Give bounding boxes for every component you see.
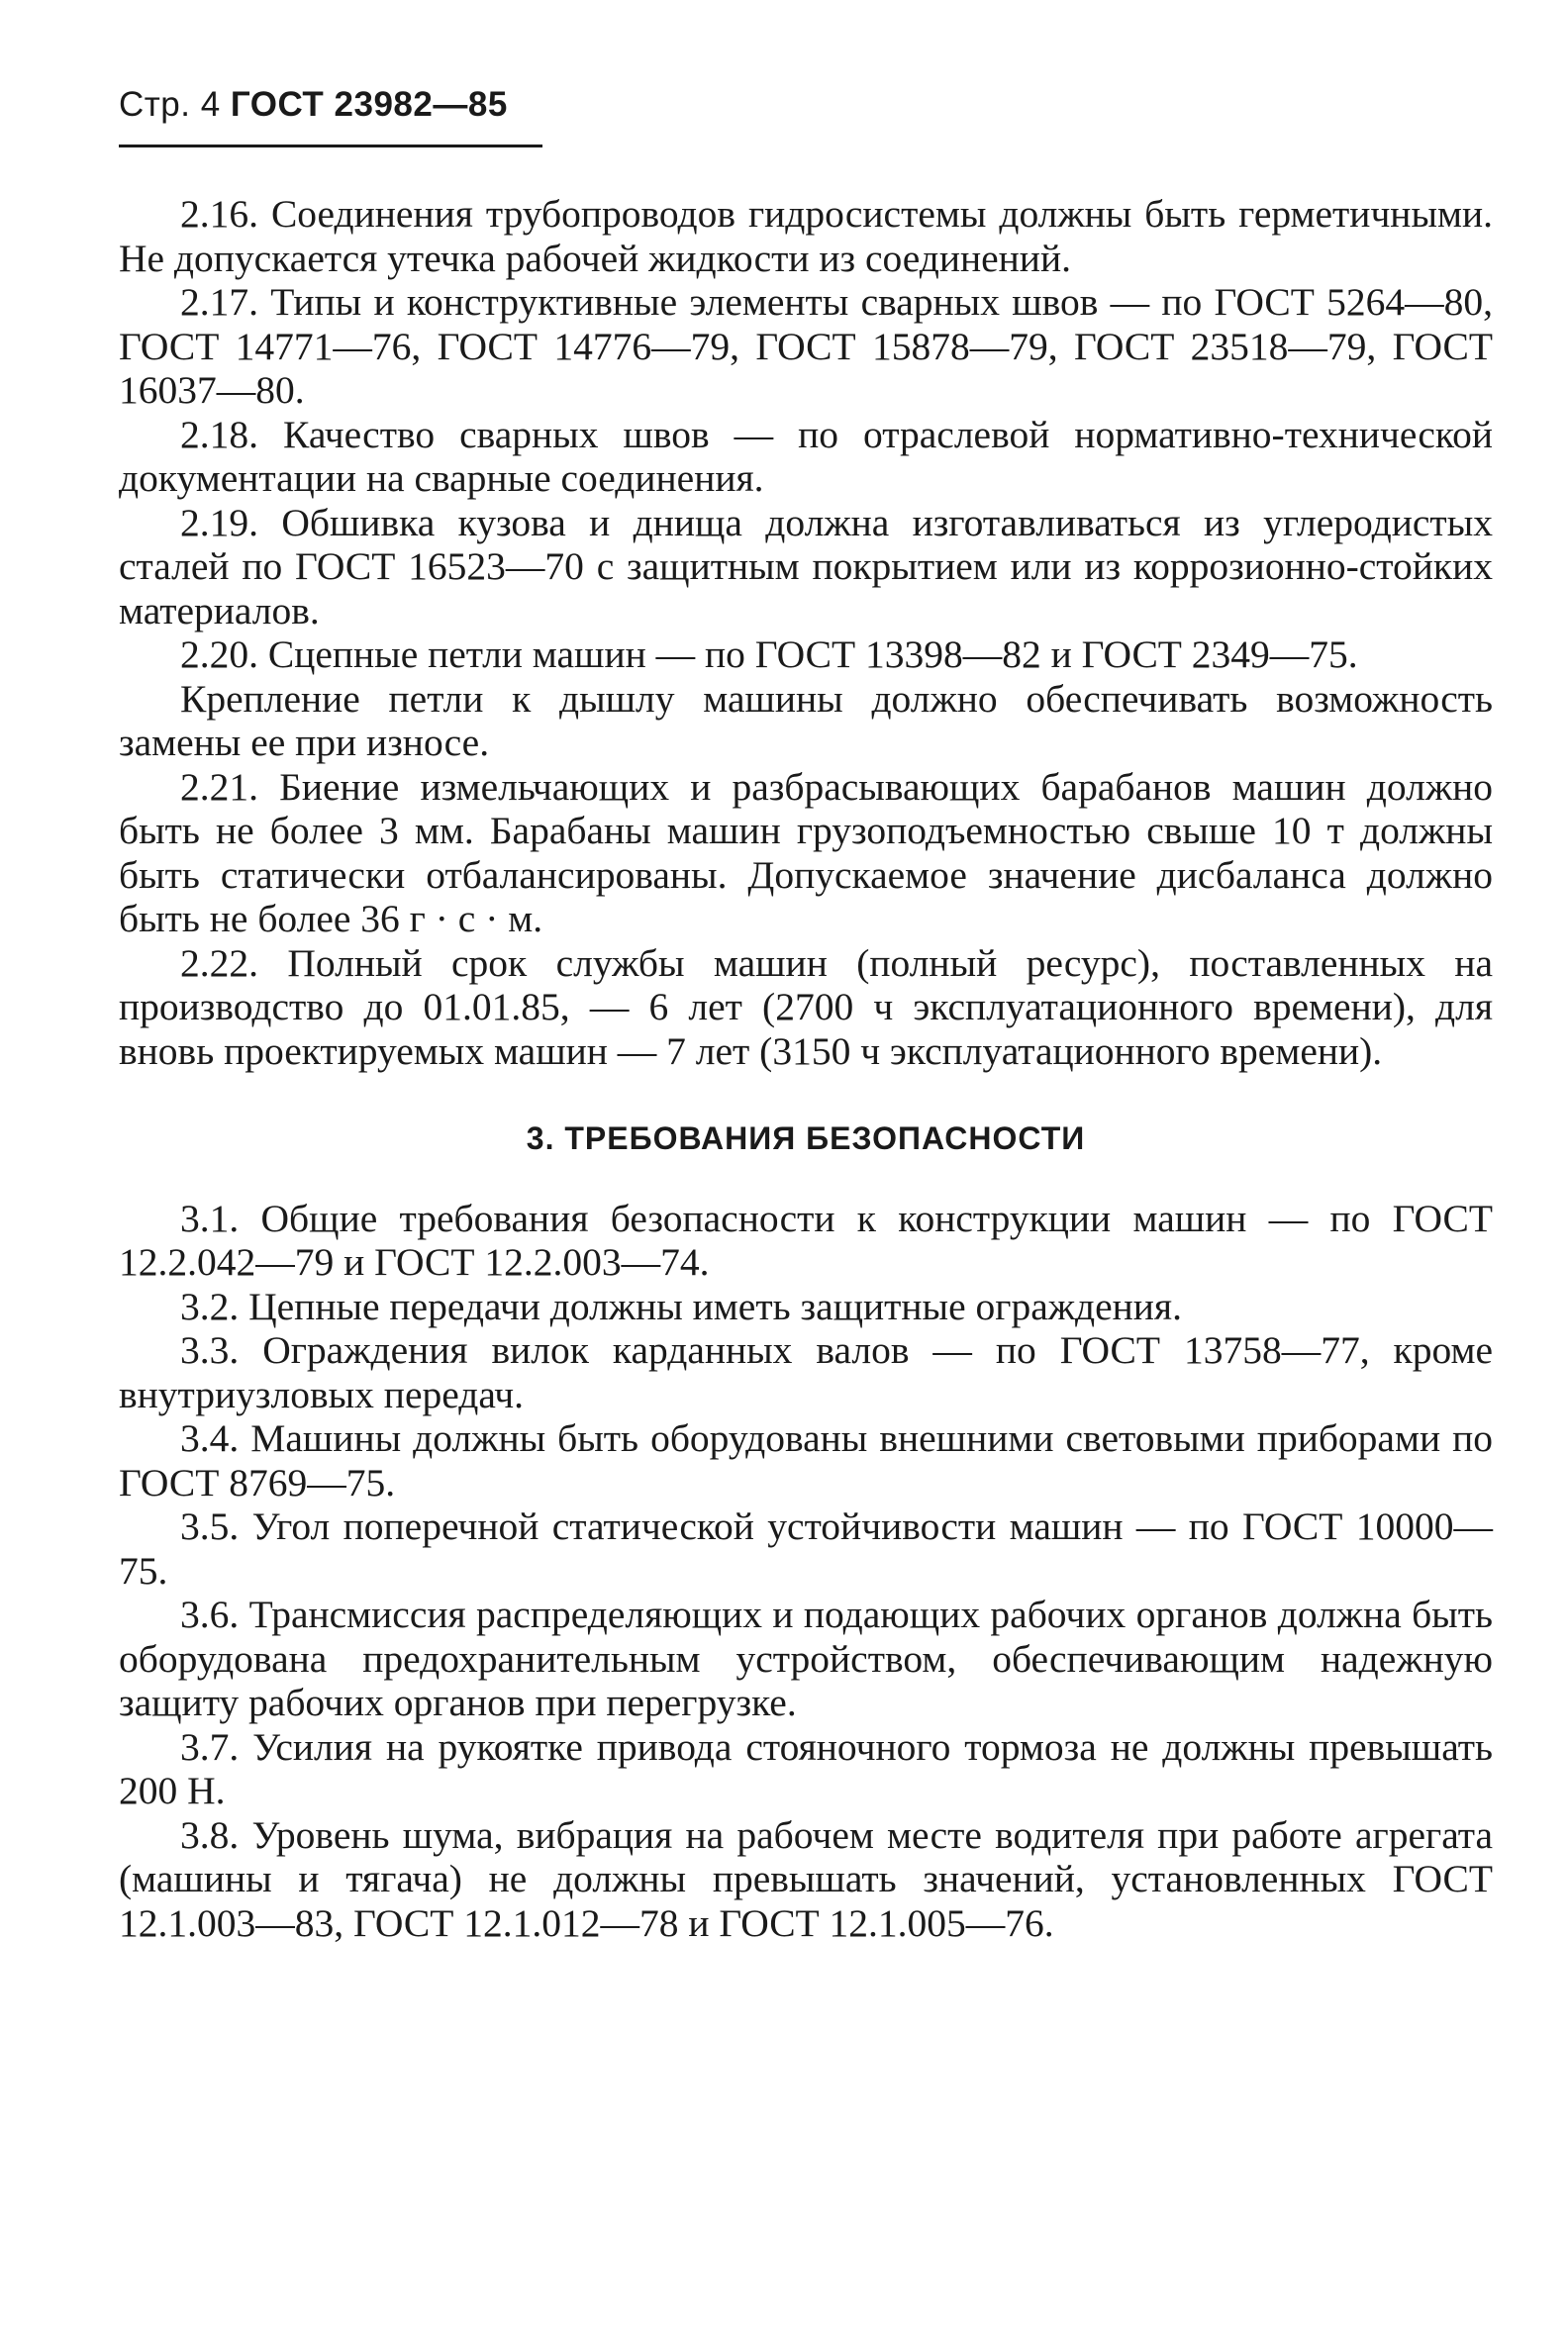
paragraph-3-4: 3.4. Машины должны быть оборудованы внешними световыми приборами по ГОСТ 8769—75. bbox=[119, 1416, 1493, 1504]
page-number-label: Стр. 4 bbox=[119, 85, 221, 124]
paragraph-2-18: 2.18. Качество сварных швов — по отраслевой нормативно-технической документации на сварные соединения. bbox=[119, 412, 1493, 500]
paragraph-2-20-continuation: Крепление петли к дышлу машины должно обеспечивать возможность замены ее при износе. bbox=[119, 676, 1493, 764]
paragraph-3-7: 3.7. Усилия на рукоятке привода стояночного тормоза не должны превышать 200 Н. bbox=[119, 1724, 1493, 1812]
standard-number: ГОСТ 23982—85 bbox=[230, 85, 508, 124]
paragraph-2-21: 2.21. Биение измельчающих и разбрасывающих барабанов машин должно быть не более 3 мм. Барабаны машин грузоподъемностью свыше 10 т должны быть статически отбалансированы. Допускаемое значение дисбаланса должно быть не более 36 г · с · м. bbox=[119, 764, 1493, 940]
paragraph-2-22: 2.22. Полный срок службы машин (полный ресурс), поставленных на производство до 01.01.85, — 6 лет (2700 ч эксплуатационного времени), для вновь проектируемых машин — 7 лет (3150 ч эксплуатационного времени). bbox=[119, 940, 1493, 1073]
body-text bbox=[119, 192, 1493, 1945]
paragraph-3-3: 3.3. Ограждения вилок карданных валов — по ГОСТ 13758—77, кроме внутриузловых передач. bbox=[119, 1328, 1493, 1416]
paragraph-3-1: 3.1. Общие требования безопасности к конструкции машин — по ГОСТ 12.2.042—79 и ГОСТ 12.2.003—74. bbox=[119, 1196, 1493, 1284]
paragraph-2-19: 2.19. Обшивка кузова и днища должна изготавливаться из углеродистых сталей по ГОСТ 16523—70 с защитным покрытием или из коррозионно-стойких материалов. bbox=[119, 500, 1493, 632]
paragraph-2-16: 2.16. Соединения трубопроводов гидросистемы должны быть герметичными. Не допускается утечка рабочей жидкости из соединений. bbox=[119, 192, 1493, 280]
page-header bbox=[119, 85, 508, 125]
section-title: 3. ТРЕБОВАНИЯ БЕЗОПАСНОСТИ bbox=[526, 1120, 1086, 1156]
paragraph-3-8: 3.8. Уровень шума, вибрация на рабочем месте водителя при работе агрегата (машины и тягача) не должны превышать значений, установленных ГОСТ 12.1.003—83, ГОСТ 12.1.012—78 и ГОСТ 12.1.005—76. bbox=[119, 1812, 1493, 1945]
paragraph-3-5: 3.5. Угол поперечной статической устойчивости машин — по ГОСТ 10000—75. bbox=[119, 1504, 1493, 1593]
paragraph-3-2: 3.2. Цепные передачи должны иметь защитные ограждения. bbox=[180, 1284, 1182, 1328]
paragraph-2-20: 2.20. Сцепные петли машин — по ГОСТ 13398—82 и ГОСТ 2349—75. bbox=[180, 632, 1358, 676]
paragraph-3-6: 3.6. Трансмиссия распределяющих и подающих рабочих органов должна быть оборудована предохранительным устройством, обеспечивающим надежную защиту рабочих органов при перегрузке. bbox=[119, 1593, 1493, 1724]
paragraph-2-17: 2.17. Типы и конструктивные элементы сварных швов — по ГОСТ 5264—80, ГОСТ 14771—76, ГОСТ 14776—79, ГОСТ 15878—79, ГОСТ 23518—79, ГОСТ 16037—80. bbox=[119, 280, 1493, 412]
header-rule bbox=[119, 145, 542, 147]
